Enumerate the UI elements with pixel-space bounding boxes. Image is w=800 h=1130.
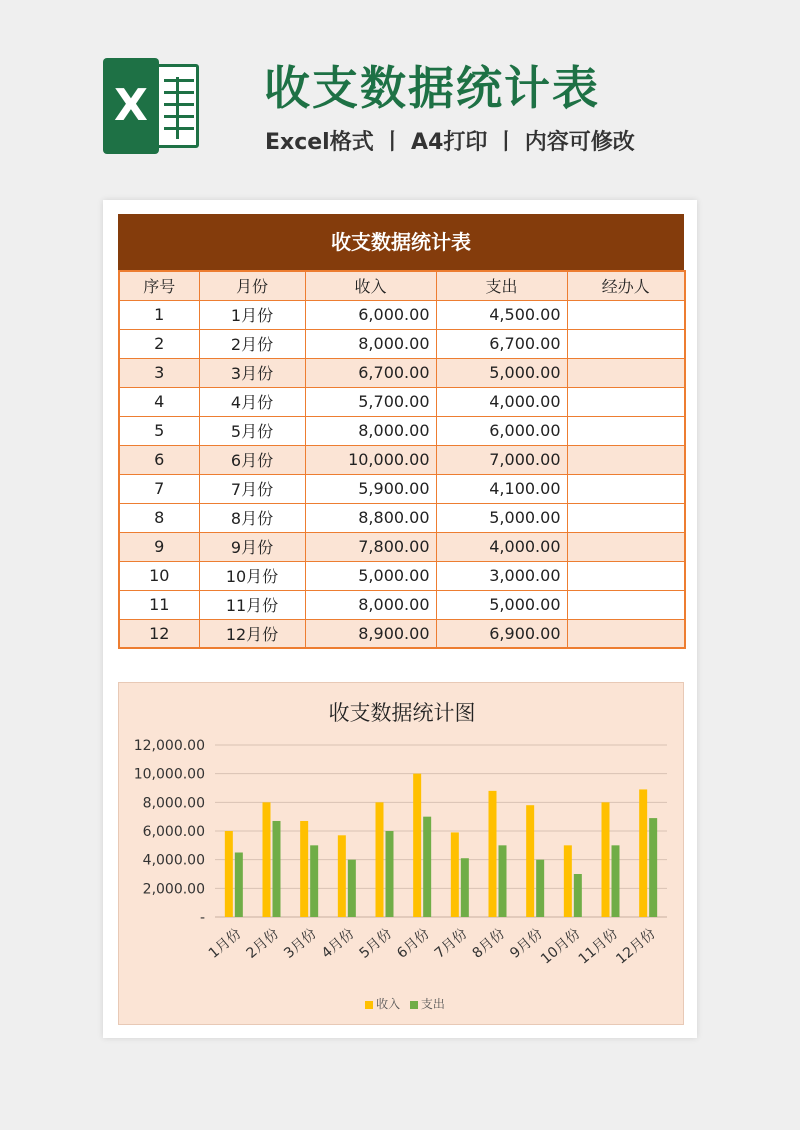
cell-income[interactable]: 8,000.00 — [305, 416, 436, 445]
cell-income[interactable]: 6,000.00 — [305, 300, 436, 329]
cell-no[interactable]: 7 — [119, 474, 199, 503]
expense-bar — [499, 845, 507, 917]
cell-handler[interactable] — [567, 445, 685, 474]
cell-month[interactable]: 10月份 — [199, 561, 305, 590]
x-tick-label: 1月份 — [205, 925, 245, 962]
column-header-income[interactable]: 收入 — [305, 271, 436, 300]
cell-month[interactable]: 5月份 — [199, 416, 305, 445]
cell-no[interactable]: 5 — [119, 416, 199, 445]
x-tick-label: 4月份 — [318, 925, 358, 962]
table-row — [119, 474, 685, 503]
cell-no[interactable]: 2 — [119, 329, 199, 358]
cell-handler[interactable] — [567, 474, 685, 503]
cell-expense[interactable]: 5,000.00 — [436, 358, 567, 387]
expense-bar — [310, 845, 318, 917]
income-bar — [263, 802, 271, 917]
table-row — [119, 329, 685, 358]
cell-handler[interactable] — [567, 561, 685, 590]
y-tick-label: 6,000.00 — [142, 824, 205, 840]
y-tick-label: 12,000.00 — [133, 738, 205, 754]
cell-month[interactable]: 9月份 — [199, 532, 305, 561]
cell-handler[interactable] — [567, 329, 685, 358]
cell-income[interactable]: 8,900.00 — [305, 619, 436, 648]
cell-month[interactable]: 7月份 — [199, 474, 305, 503]
income-bar — [376, 802, 384, 917]
cell-handler[interactable] — [567, 619, 685, 648]
expense-bar — [536, 860, 544, 917]
cell-handler[interactable] — [567, 590, 685, 619]
cell-month[interactable]: 8月份 — [199, 503, 305, 532]
income-bar — [526, 805, 534, 917]
cell-expense[interactable]: 6,900.00 — [436, 619, 567, 648]
cell-expense[interactable]: 5,000.00 — [436, 590, 567, 619]
cell-no[interactable]: 12 — [119, 619, 199, 648]
cell-month[interactable]: 12月份 — [199, 619, 305, 648]
x-tick-label: 10月份 — [538, 925, 584, 968]
y-tick-label: 8,000.00 — [142, 795, 205, 812]
x-tick-label: 2月份 — [243, 925, 283, 962]
income-bar — [602, 802, 610, 917]
cell-no[interactable]: 4 — [119, 387, 199, 416]
cell-income[interactable]: 8,000.00 — [305, 590, 436, 619]
cell-no[interactable]: 11 — [119, 590, 199, 619]
page-title: 收支数据统计表 — [264, 61, 600, 115]
column-header-handler[interactable]: 经办人 — [567, 271, 685, 300]
table-header-row — [119, 271, 685, 300]
cell-no[interactable]: 1 — [119, 300, 199, 329]
table-row — [119, 416, 685, 445]
table-row — [119, 445, 685, 474]
table-row — [119, 561, 685, 590]
y-tick-label: 4,000.00 — [142, 852, 205, 869]
cell-no[interactable]: 10 — [119, 561, 199, 590]
excel-x-letter: X — [103, 58, 159, 154]
table-row — [119, 503, 685, 532]
x-tick-label: 8月份 — [469, 925, 509, 962]
cell-month[interactable]: 2月份 — [199, 329, 305, 358]
cell-handler[interactable] — [567, 416, 685, 445]
table-row — [119, 619, 685, 648]
cell-expense[interactable]: 3,000.00 — [436, 561, 567, 590]
table-row — [119, 300, 685, 329]
income-bar — [338, 835, 346, 917]
column-header-expense[interactable]: 支出 — [436, 271, 567, 300]
sheet-title: 收支数据统计表 — [118, 214, 684, 270]
income-bar — [413, 774, 421, 917]
income-bar — [300, 821, 308, 917]
cell-no[interactable]: 3 — [119, 358, 199, 387]
income-expense-table — [118, 270, 686, 649]
cell-income[interactable]: 5,900.00 — [305, 474, 436, 503]
legend-swatch-income — [365, 1001, 373, 1009]
legend-label-expense: 支出 — [420, 997, 445, 1011]
cell-no[interactable]: 8 — [119, 503, 199, 532]
table-row — [119, 590, 685, 619]
table-row — [119, 532, 685, 561]
cell-expense[interactable]: 6,700.00 — [436, 329, 567, 358]
document-page — [103, 200, 697, 1038]
legend-label-income: 收入 — [376, 997, 401, 1011]
column-header-month[interactable]: 月份 — [199, 271, 305, 300]
expense-bar — [649, 818, 657, 917]
cell-expense[interactable]: 7,000.00 — [436, 445, 567, 474]
x-tick-label: 6月份 — [394, 925, 433, 962]
income-bar — [564, 845, 572, 917]
cell-handler[interactable] — [567, 387, 685, 416]
income-bar — [489, 791, 497, 917]
expense-bar — [235, 853, 243, 918]
cell-income[interactable]: 7,800.00 — [305, 532, 436, 561]
legend-swatch-expense — [410, 1001, 418, 1009]
banner — [0, 0, 800, 200]
income-expense-chart — [118, 682, 684, 1025]
chart-legend — [119, 995, 685, 1012]
chart-plot — [119, 683, 685, 1026]
x-tick-label: 3月份 — [281, 925, 320, 962]
x-tick-label: 5月份 — [356, 925, 396, 962]
expense-bar — [386, 831, 394, 917]
excel-logo-icon — [103, 58, 203, 154]
expense-bar — [612, 845, 620, 917]
cell-month[interactable]: 6月份 — [199, 445, 305, 474]
cell-handler[interactable] — [567, 300, 685, 329]
expense-bar — [574, 874, 582, 917]
cell-expense[interactable]: 4,100.00 — [436, 474, 567, 503]
cell-month[interactable]: 11月份 — [199, 590, 305, 619]
cell-income[interactable]: 8,000.00 — [305, 329, 436, 358]
x-tick-label: 9月份 — [507, 925, 546, 962]
y-tick-label: 10,000.00 — [133, 766, 205, 783]
cell-month[interactable]: 1月份 — [199, 300, 305, 329]
table-row — [119, 358, 685, 387]
income-bar — [225, 831, 233, 917]
cell-no[interactable]: 6 — [119, 445, 199, 474]
cell-no[interactable]: 9 — [119, 532, 199, 561]
cell-expense[interactable]: 6,000.00 — [436, 416, 567, 445]
income-bar — [451, 832, 459, 917]
cell-income[interactable]: 5,000.00 — [305, 561, 436, 590]
x-tick-label: 11月份 — [575, 925, 622, 968]
cell-income[interactable]: 10,000.00 — [305, 445, 436, 474]
cell-income[interactable]: 5,700.00 — [305, 387, 436, 416]
expense-bar — [423, 817, 431, 917]
cell-handler[interactable] — [567, 503, 685, 532]
page-subtitle: Excel格式 丨 A4打印 丨 内容可修改 — [265, 130, 635, 155]
table-row — [119, 387, 685, 416]
expense-bar — [273, 821, 281, 917]
cell-expense[interactable]: 5,000.00 — [436, 503, 567, 532]
x-tick-label: 12月份 — [613, 925, 659, 968]
cell-handler[interactable] — [567, 532, 685, 561]
cell-income[interactable]: 8,800.00 — [305, 503, 436, 532]
column-header-no[interactable]: 序号 — [119, 271, 199, 300]
cell-expense[interactable]: 4,000.00 — [436, 532, 567, 561]
expense-bar — [461, 858, 469, 917]
cell-month[interactable]: 3月份 — [199, 358, 305, 387]
y-tick-label: 2,000.00 — [142, 881, 205, 898]
income-bar — [639, 789, 647, 917]
cell-month[interactable]: 4月份 — [199, 387, 305, 416]
x-tick-label: 7月份 — [431, 925, 471, 962]
cell-handler[interactable] — [567, 358, 685, 387]
chart-title: 收支数据统计图 — [328, 701, 476, 725]
y-tick-label: - — [199, 910, 205, 926]
cell-expense[interactable]: 4,000.00 — [436, 387, 567, 416]
expense-bar — [348, 860, 356, 917]
cell-expense[interactable]: 4,500.00 — [436, 300, 567, 329]
cell-income[interactable]: 6,700.00 — [305, 358, 436, 387]
